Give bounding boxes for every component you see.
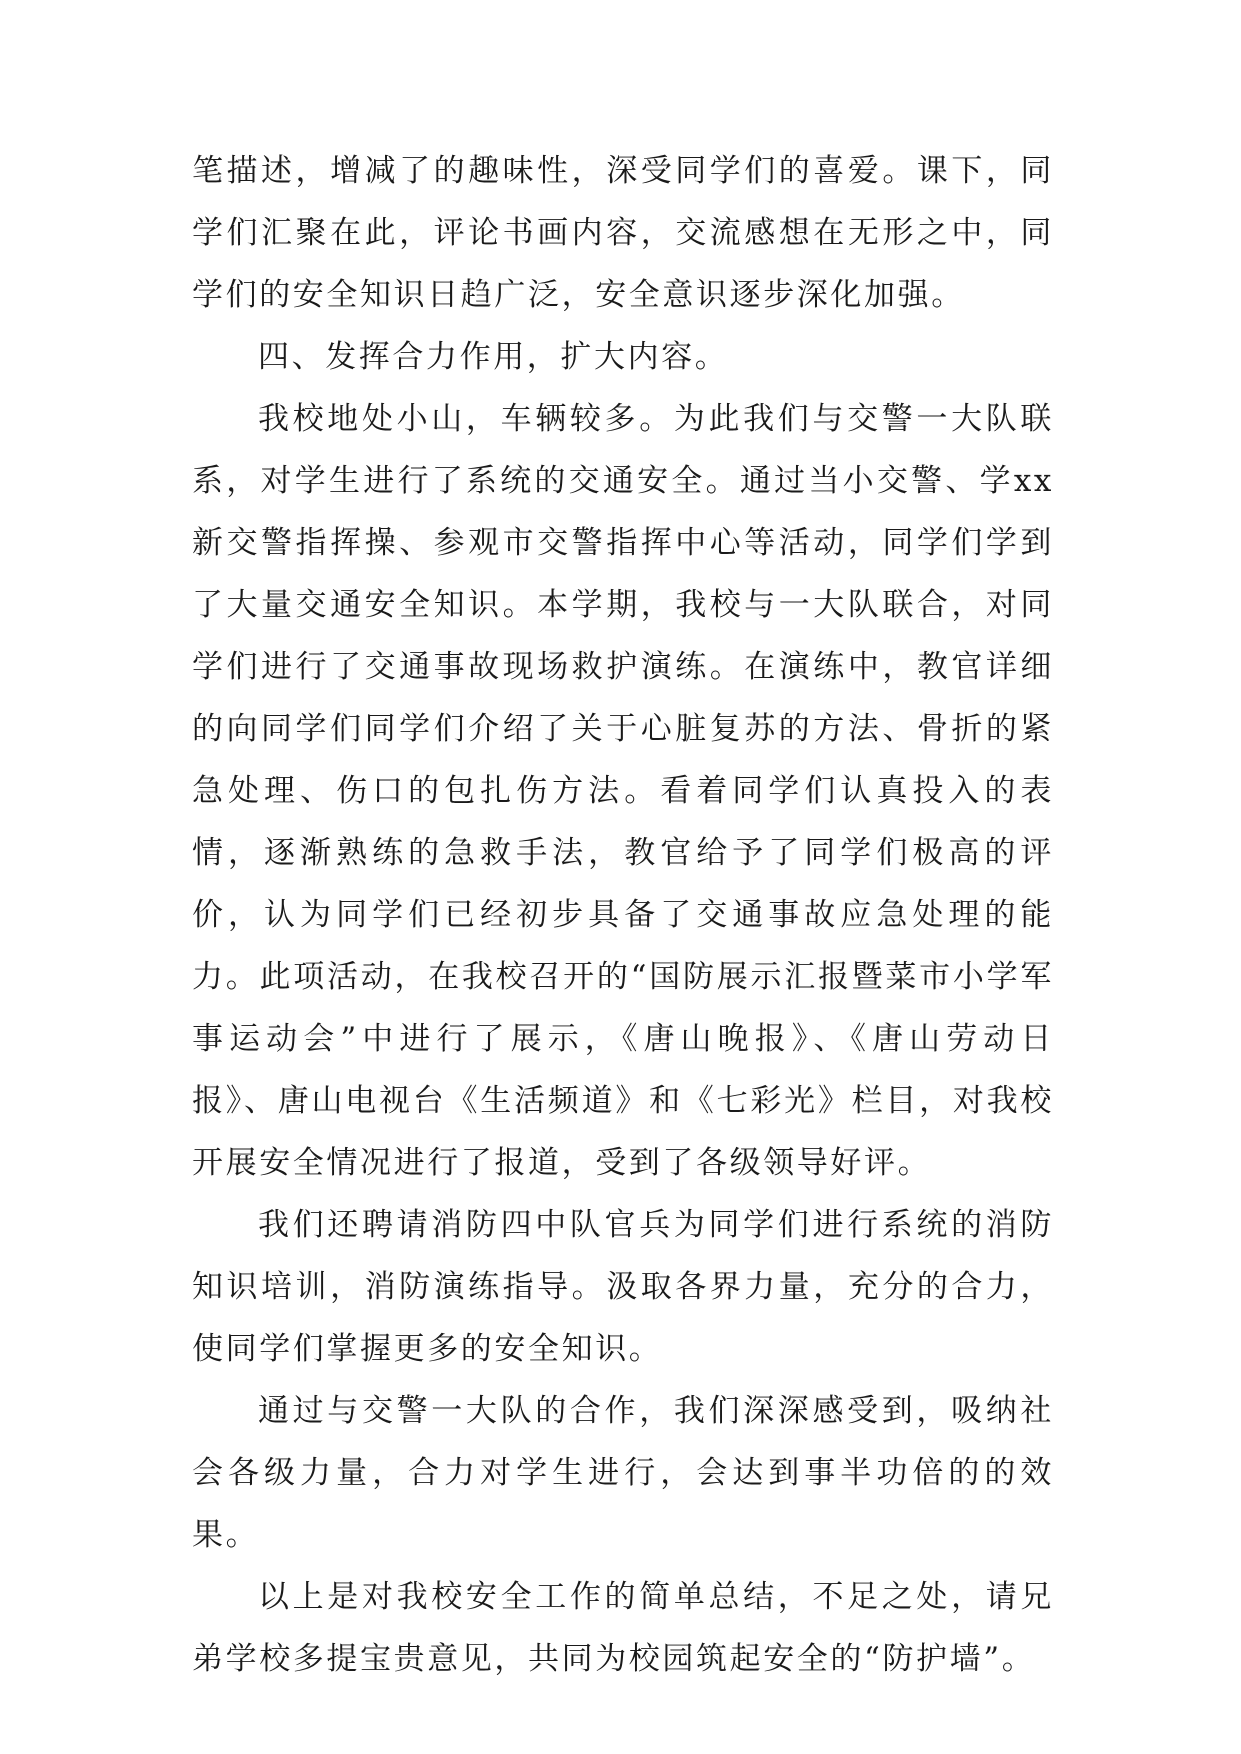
paragraph-fire-training: 我们还聘请消防四中队官兵为同学们进行系统的消防知识培训，消防演练指导。汲取各界力量，充分的合力，使同学们掌握更多的安全知识。 (192, 1207, 1054, 1367)
paragraph-continuation: 笔描述，增减了的趣味性，深受同学们的喜爱。课下，同学们汇聚在此，评论书画内容，交流感想在无形之中，同学们的安全知识日趋广泛，安全意识逐步深化加强。 (192, 153, 1054, 313)
document-body (192, 140, 1054, 1690)
paragraph-cooperation: 通过与交警一大队的合作，我们深深感受到，吸纳社会各级力量，合力对学生进行，会达到事半功倍的的效果。 (192, 1393, 1054, 1553)
paragraph-traffic-safety: 我校地处小山，车辆较多。为此我们与交警一大队联系，对学生进行了系统的交通安全。通过当小交警、学xx新交警指挥操、参观市交警指挥中心等活动，同学们学到了大量交通安全知识。本学期，我校与一大队联合，对同学们进行了交通事故现场救护演练。在演练中，教官详细的向同学们同学们介绍了关于心脏复苏的方法、骨折的紧急处理、伤口的包扎伤方法。看着同学们认真投入的表情，逐渐熟练的急救手法，教官给予了同学们极高的评价，认为同学们已经初步具备了交通事故应急处理的能力。此项活动，在我校召开的“国防展示汇报暨菜市小学军事运动会”中进行了展示，《唐山晚报》、《唐山劳动日报》、唐山电视台《生活频道》和《七彩光》栏目，对我校开展安全情况进行了报道，受到了各级领导好评。 (192, 401, 1054, 1181)
section-heading-four: 四、发挥合力作用，扩大内容。 (258, 339, 729, 375)
paragraph-conclusion: 以上是对我校安全工作的简单总结，不足之处，请兄弟学校多提宝贵意见，共同为校园筑起安全的“防护墙”。 (192, 1579, 1054, 1677)
